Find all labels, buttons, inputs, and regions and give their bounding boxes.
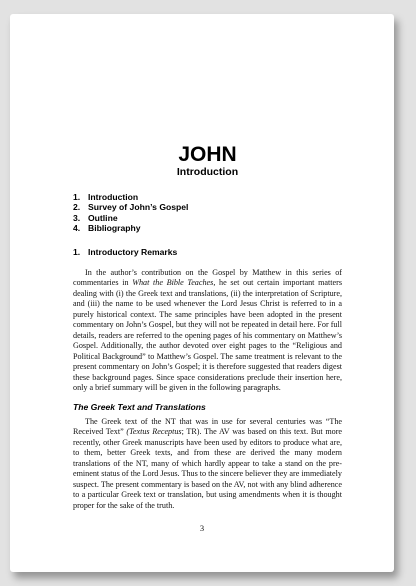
section-heading bbox=[73, 247, 342, 258]
section-number: 1. bbox=[73, 246, 81, 257]
book-subtitle: Introduction bbox=[176, 166, 239, 178]
contents-item-label: Bibliography bbox=[88, 223, 141, 234]
contents-item bbox=[73, 202, 342, 212]
book-title: JOHN bbox=[178, 143, 237, 166]
contents-item-number: 2. bbox=[73, 202, 81, 213]
section-title: Introductory Remarks bbox=[88, 246, 178, 257]
contents-item-number: 1. bbox=[73, 192, 81, 202]
contents-item-label: Introduction bbox=[88, 192, 139, 202]
greek-text-paragraph bbox=[73, 417, 342, 512]
contents-item-label: Survey of John’s Gospel bbox=[88, 202, 189, 213]
series-title: What the Bible Teaches bbox=[132, 278, 214, 288]
greek-text-paragraph-text-continued: ; TR). The AV was based on this text. But more recently, other Greek manuscripts have been used by editors to produce what are, to them, better Greek texts, and from these are derived the many modern translations of the NT, many of which hardly appear to take a stand on the pre-eminent status of the Lord Jesus. Thus to the sincere believer they are immediately suspect. The present commentary is based on the AV, not with any blind adherence to a particular Greek text or translation, but using amendments when it is thought proper for the sake of the truth. bbox=[73, 427, 343, 510]
document-page bbox=[10, 14, 394, 572]
intro-paragraph bbox=[73, 268, 342, 394]
textus-receptus-term: (Textus Receptus bbox=[126, 427, 182, 437]
page-number: 3 bbox=[199, 523, 205, 533]
contents-item-number: 3. bbox=[73, 212, 81, 223]
intro-paragraph-text: In the author’s contribution on the Gospel by Matthew in this series of commentaries in bbox=[73, 267, 342, 288]
greek-text-paragraph-text: The Greek text of the NT that was in use for several centuries was “The Received Text” bbox=[73, 416, 342, 437]
intro-paragraph-text-continued: , he set out certain important matters dealing with (i) the Greek text and translations, (ii) the interpretation of Scripture, and (iii) the name to be used whenever the Lord Jesus Christ is referred to in a purely historical context. The same principles have been adopted in the present commentary on John’s Gospel, but they will not be repeated in detail here. For full details, readers are referred to the opening pages of his commentary on Matthew’s Gospel. Additionally, the author devoted over eight pages to the “Religious and Political Background” to Matthew’s Gospel. The same treatment is relevant to the present commentary on John’s Gospel; it is therefore suggested that readers digest these background pages. Since space considerations preclude their insertion here, only a brief summary will be given in the following paragraphs. bbox=[73, 278, 342, 393]
contents-item bbox=[73, 223, 342, 233]
contents-item-label: Outline bbox=[88, 212, 118, 223]
contents-item bbox=[73, 192, 342, 202]
contents-item-number: 4. bbox=[73, 223, 81, 234]
page-content bbox=[73, 144, 342, 511]
contents-item bbox=[73, 213, 342, 223]
subsection-heading: The Greek Text and Translations bbox=[73, 401, 206, 412]
contents-list bbox=[73, 192, 342, 234]
